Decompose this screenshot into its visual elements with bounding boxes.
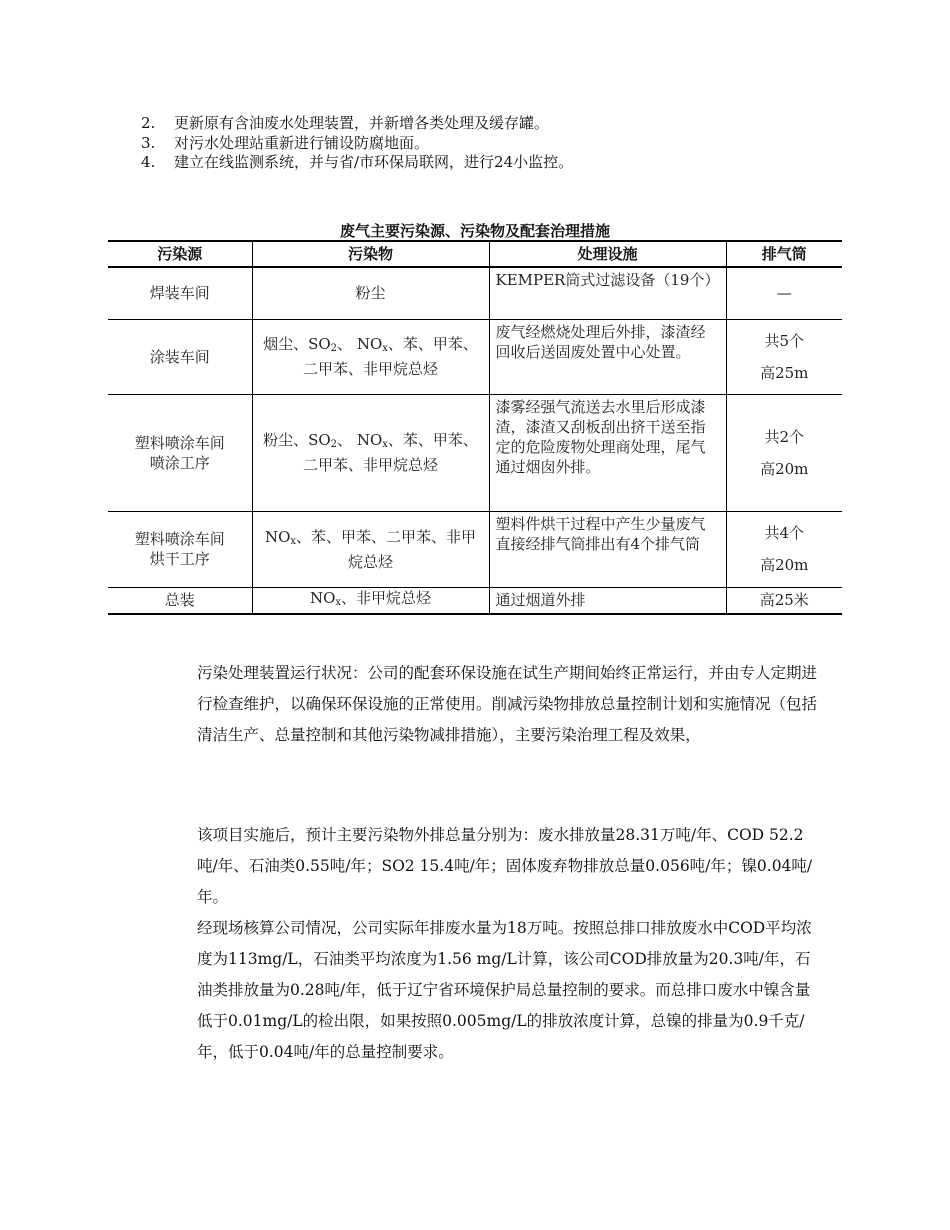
cell-facility: 通过烟道外排 bbox=[489, 587, 726, 614]
cell-pollutant: 粉尘、$SO_2$、 $NO_x$、苯、甲苯、二甲苯、非甲烷总烃 bbox=[252, 394, 489, 511]
table-row bbox=[108, 267, 842, 319]
cell-source: 焊装车间 bbox=[108, 267, 252, 319]
table-row bbox=[108, 394, 842, 511]
cell-pollutant: 粉尘 bbox=[252, 267, 489, 319]
audit-paragraph: 经现场核算公司情况，公司实际年排废水量为18万吨。按照总排口排放废水中COD平均浓度为113mg/L，石油类平均浓度为1.56 mg/L计算，该公司COD排放量为20.3吨/年，石油类排放量为0.28吨/年，低于辽宁省环境保护局总量控制的要求。而总排口废水中镍含量低于0.01mg/L的检出限，如果按照0.005mg/L的排放浓度计算，总镍的排量为0.9千克/年，低于0.04吨/年的总量控制要求。 bbox=[197, 919, 812, 1061]
table-row bbox=[108, 319, 842, 394]
list-number: 2. bbox=[141, 114, 156, 132]
list-number: 3. bbox=[141, 133, 156, 152]
cell-exhaust: 共2个 高20m bbox=[726, 394, 842, 511]
cell-exhaust: — bbox=[726, 267, 842, 319]
emission-paragraphs bbox=[197, 820, 817, 1068]
table-header-row bbox=[108, 241, 842, 267]
cell-source: 总装 bbox=[108, 587, 252, 614]
list-item bbox=[141, 114, 901, 134]
cell-source: 塑料喷涂车间 烘干工序 bbox=[108, 511, 252, 587]
list-text: 更新原有含油废水处理装置，并新增各类处理及缓存罐。 bbox=[174, 114, 550, 132]
cell-exhaust: 高25米 bbox=[726, 587, 842, 614]
cell-facility: 塑料件烘干过程中产生少量废气直接经排气筒排出有4个排气筒 bbox=[489, 511, 726, 587]
paragraph-text: 污染处理装置运行状况：公司的配套环保设施在试生产期间始终正常运行，并由专人定期进行检查维护，以确保环保设施的正常使用。削减污染物排放总量控制计划和实施情况（包括清洁生产、总量控制和其他污染物减排措施），主要污染治理工程及效果， bbox=[197, 664, 818, 744]
cell-exhaust: 共4个 高20m bbox=[726, 511, 842, 587]
cell-pollutant: 烟尘、$SO_2$、 $NO_x$、苯、甲苯、二甲苯、非甲烷总烃 bbox=[252, 319, 489, 394]
forecast-paragraph: 该项目实施后，预计主要污染物外排总量分别为：废水排放量28.31万吨/年、COD 52.2吨/年、石油类0.55吨/年；SO2 15.4吨/年；固体废弃物排放总量0.056吨/年；镍0.04吨/年。 bbox=[197, 826, 813, 906]
list-number: 4. bbox=[141, 153, 156, 171]
cell-source: 塑料喷涂车间 喷涂工序 bbox=[108, 394, 252, 511]
list-text: 建立在线监测系统，并与省/市环保局联网，进行24小监控。 bbox=[174, 153, 574, 171]
table-title: 废气主要污染源、污染物及配套治理措施 bbox=[339, 222, 610, 240]
table-row bbox=[108, 511, 842, 587]
cell-pollutant: $NO_x$、苯、甲苯、二甲苯、非甲烷总烃 bbox=[252, 511, 489, 587]
pollution-table bbox=[108, 240, 842, 615]
numbered-list bbox=[141, 114, 901, 173]
cell-pollutant: $NO_x$、非甲烷总烃 bbox=[252, 587, 489, 614]
cell-facility: KEMPER筒式过滤设备（19个） bbox=[489, 267, 726, 319]
header-facility: 处理设施 bbox=[489, 241, 726, 267]
cell-facility: 废气经燃烧处理后外排，漆渣经回收后送固废处置中心处置。 bbox=[489, 319, 726, 394]
cell-source: 涂装车间 bbox=[108, 319, 252, 394]
list-item bbox=[141, 153, 901, 173]
table-row bbox=[108, 587, 842, 614]
list-text: 对污水处理站重新进行铺设防腐地面。 bbox=[174, 133, 430, 152]
list-item bbox=[141, 134, 901, 154]
header-pollutant: 污染物 bbox=[252, 241, 489, 267]
status-paragraph bbox=[197, 658, 817, 751]
header-source: 污染源 bbox=[108, 241, 252, 267]
cell-exhaust: 共5个 高25m bbox=[726, 319, 842, 394]
header-exhaust: 排气筒 bbox=[726, 241, 842, 267]
cell-facility: 漆雾经强气流送去水里后形成漆渣，漆渣又刮板刮出挤干送至指定的危险废物处理商处理，尾气通过烟囱外排。 bbox=[489, 394, 726, 511]
